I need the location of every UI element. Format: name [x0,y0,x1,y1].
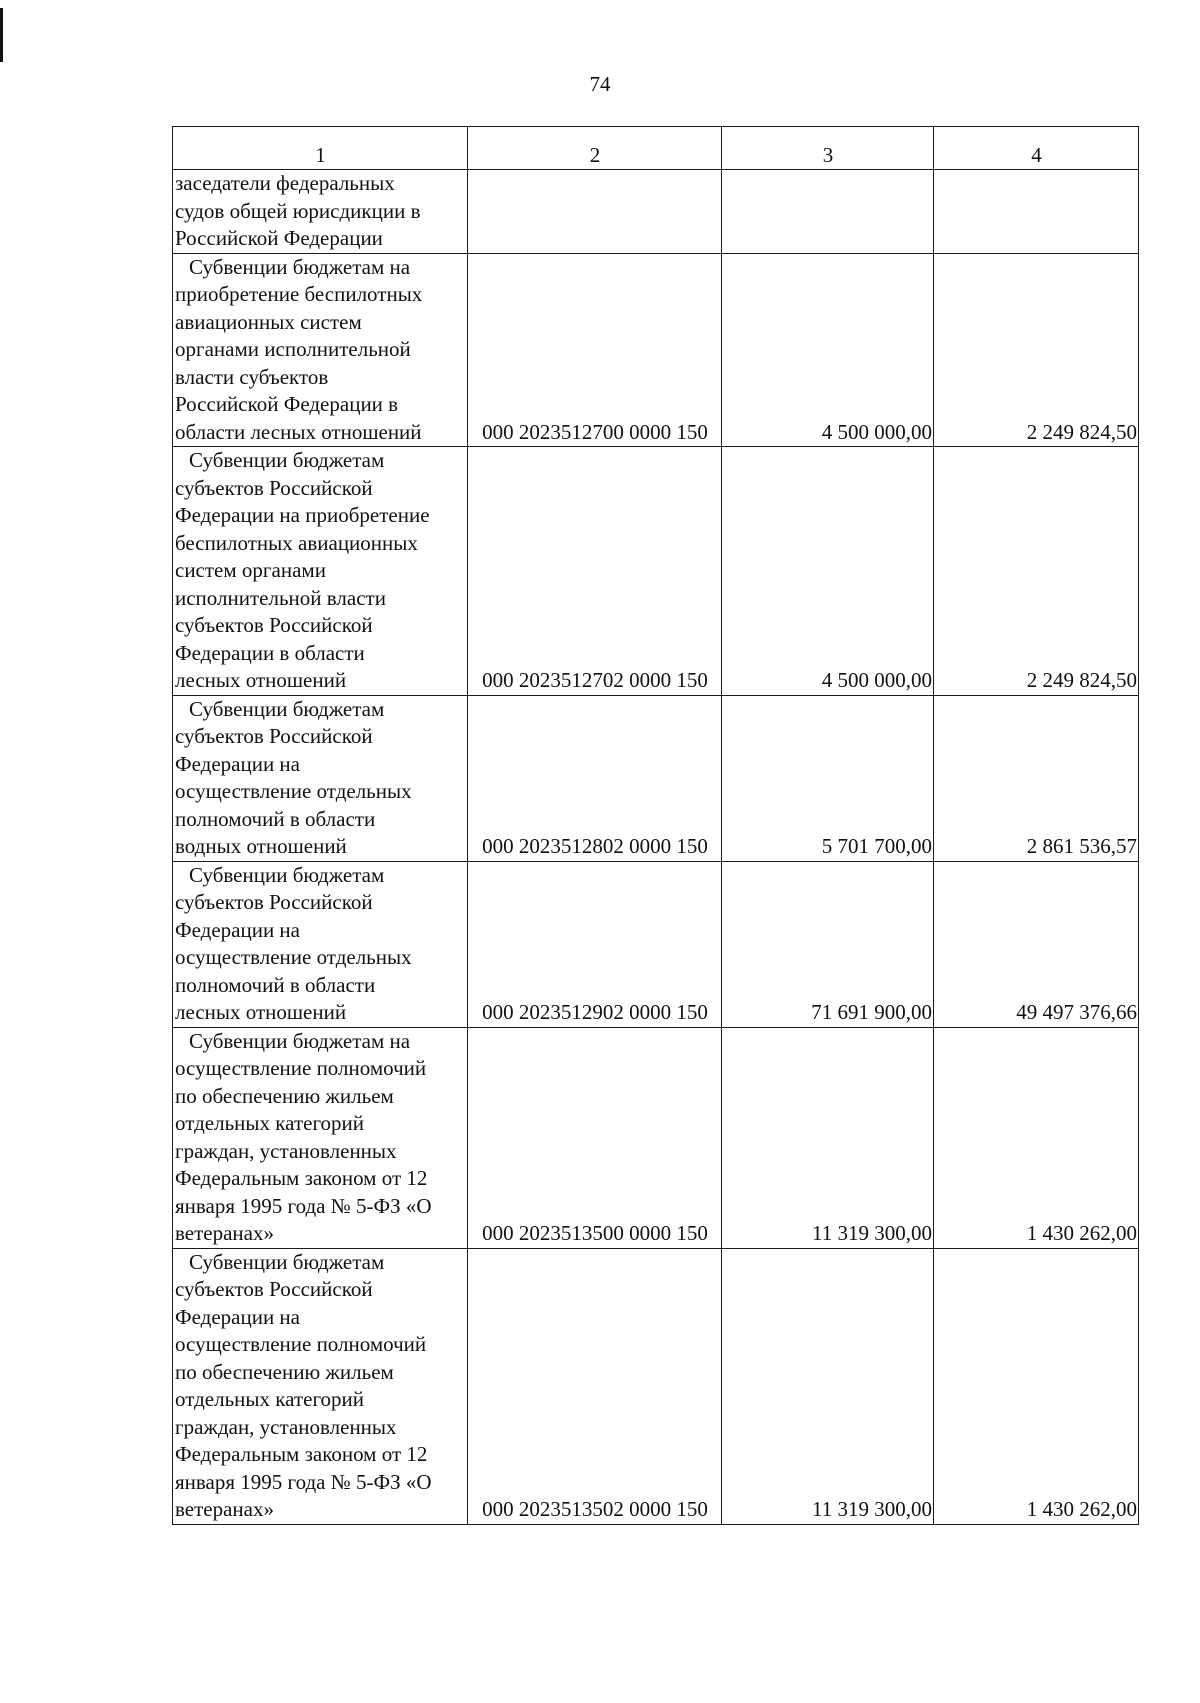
row-name-line: граждан, установленных [175,1138,397,1163]
row-actual-amount: 2 861 536,57 [934,695,1139,861]
row-name-line: Федерации в области [175,640,365,665]
column-header-2: 2 [468,127,722,170]
row-code-cell [468,170,722,254]
row-actual-amount: 1 430 262,00 [934,1248,1139,1524]
row-name-line: авиационных систем [175,309,362,334]
row-actual-amount: 2 249 824,50 [934,447,1139,696]
column-header-1: 1 [173,127,468,170]
row-plan-amount [722,170,934,254]
row-code-cell: 000 2023512702 0000 150 [468,447,722,696]
row-code-cell: 000 2023512902 0000 150 [468,861,722,1027]
row-name-line: полномочий в области [175,972,376,997]
row-name-line: осуществление отдельных [175,779,412,803]
row-name-line: осуществление полномочий [175,1056,427,1080]
row-name-line: субъектов Российской [175,1277,373,1301]
row-name-line: Российской Федерации [175,226,383,250]
row-name-line: лесных отношений [175,1000,347,1024]
row-name-line: систем органами [175,558,326,582]
row-plan-amount: 4 500 000,00 [722,447,934,696]
row-name-line: области лесных отношений [175,419,422,444]
row-name-line: января 1995 года № 5-ФЗ «О [175,1469,432,1494]
table-row [173,447,1139,696]
row-name-line: граждан, установленных [175,1414,397,1439]
row-name-line: по обеспечению жильем [175,1359,394,1384]
table-row [173,861,1139,1027]
row-plan-amount: 11 319 300,00 [722,1027,934,1248]
row-name-line: Субвенции бюджетам на [189,254,411,279]
row-name-cell [173,170,468,254]
row-name-line: Федерации на [175,1304,300,1329]
header-row [173,127,1139,170]
row-name-line: власти субъектов [175,364,329,389]
table-header [173,127,1139,170]
row-actual-amount: 1 430 262,00 [934,1027,1139,1248]
row-name-line: ветеранах» [175,1497,274,1521]
table-row [173,253,1139,447]
row-name-line: лесных отношений [175,668,347,692]
row-code-cell: 000 2023512802 0000 150 [468,695,722,861]
row-name-line: полномочий в области [175,806,376,831]
row-name-line: субъектов Российской [175,613,373,637]
row-name-line: приобретение беспилотных [175,282,423,306]
table-row [173,1027,1139,1248]
row-name-line: субъектов Российской [175,475,373,500]
row-name-line: Федеральным законом от 12 [175,1442,428,1466]
row-name-cell [173,253,468,447]
row-code-cell: 000 2023513500 0000 150 [468,1027,722,1248]
row-name-line: Федеральным законом от 12 [175,1166,428,1190]
page-number: 74 [589,72,611,96]
row-name-line: субъектов Российской [175,890,373,914]
row-name-line: Федерации на [175,917,300,942]
row-name-line: судов общей юрисдикции в [175,198,421,223]
row-actual-amount: 2 249 824,50 [934,253,1139,447]
row-name-cell [173,447,468,696]
row-name-line: отдельных категорий [175,1111,365,1135]
table-row [173,170,1139,254]
row-name-line: осуществление полномочий [175,1332,427,1356]
row-plan-amount: 11 319 300,00 [722,1248,934,1524]
row-code-cell: 000 2023512700 0000 150 [468,253,722,447]
row-name-line: водных отношений [175,834,347,858]
row-name-line: беспилотных авиационных [175,530,418,555]
row-name-line: Субвенции бюджетам [189,1249,385,1274]
row-actual-amount [934,170,1139,254]
scan-margin-mark [0,8,3,62]
row-name-cell [173,1248,468,1524]
row-name-line: Субвенции бюджетам на [189,1028,411,1053]
column-header-3: 3 [722,127,934,170]
table-row [173,695,1139,861]
row-name-line: Российской Федерации в [175,392,399,416]
row-name-line: Субвенции бюджетам [189,696,385,721]
row-plan-amount: 5 701 700,00 [722,695,934,861]
table-body [173,170,1139,1525]
row-name-line: по обеспечению жильем [175,1083,394,1108]
table-row [173,1248,1139,1524]
row-name-cell [173,1027,468,1248]
row-name-line: Субвенции бюджетам [189,448,385,472]
row-name-line: исполнительной власти [175,585,386,610]
row-name-line: Федерации на приобретение [175,503,430,527]
row-plan-amount: 71 691 900,00 [722,861,934,1027]
row-plan-amount: 4 500 000,00 [722,253,934,447]
row-name-cell [173,695,468,861]
budget-table [172,126,1139,1525]
row-name-line: субъектов Российской [175,724,373,748]
row-name-line: Субвенции бюджетам [189,862,385,887]
row-name-line: ветеранах» [175,1221,274,1245]
column-header-4: 4 [934,127,1139,170]
row-name-line: отдельных категорий [175,1387,365,1411]
row-name-line: осуществление отдельных [175,945,412,969]
row-code-cell: 000 2023513502 0000 150 [468,1248,722,1524]
row-name-cell [173,861,468,1027]
row-name-line: Федерации на [175,751,300,776]
row-name-line: заседатели федеральных [175,171,395,195]
row-actual-amount: 49 497 376,66 [934,861,1139,1027]
row-name-line: января 1995 года № 5-ФЗ «О [175,1193,432,1218]
row-name-line: органами исполнительной [175,337,411,361]
